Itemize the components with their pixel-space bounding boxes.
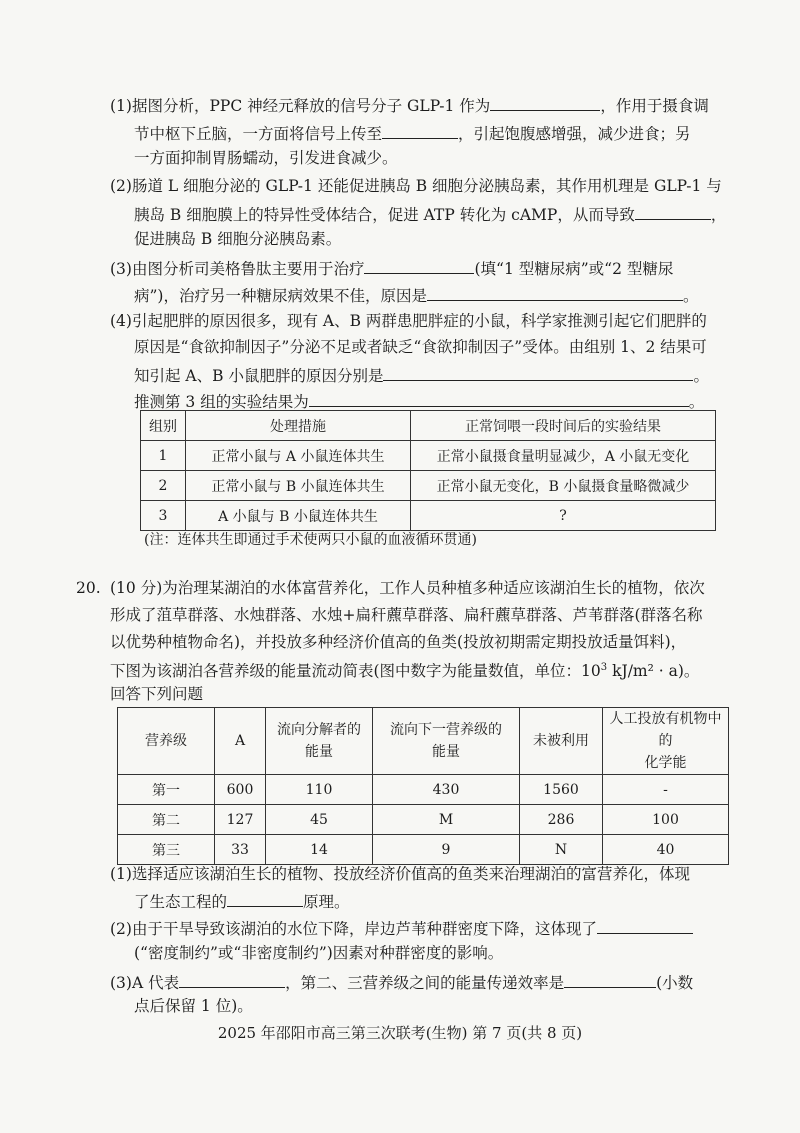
table-cell: 1560 [520,775,603,805]
page-footer: 2025 年邵阳市高三第三次联考(生物) 第 7 页(共 8 页) [217,1024,583,1042]
table-cell: 9 [373,835,520,865]
answer-blank[interactable] [179,971,285,988]
q19-p2-line3: 促进胰岛 B 细胞分泌胰岛素。 [134,230,342,248]
q20-p1-line2: 了生态工程的 原理。 [134,890,754,912]
table-header: 组别 [141,411,186,441]
table-header: 处理措施 [186,411,411,441]
q20-intro-line3: 以优势种植物命名)，并投放多种经济价值高的鱼类(投放初期需定期投放适量饵料)， [110,633,687,651]
q20-intro-line5: 回答下列问题 [110,685,204,703]
q19-p3-line2: 病”)，治疗另一种糖尿病效果不佳，原因是 。 [134,284,754,306]
table-cell: 286 [520,805,603,835]
table-cell: 正常小鼠与 B 小鼠连体共生 [186,471,411,501]
q19-p1-line2: 节中枢下丘脑，一方面将信号上传至 ，引起饱腹感增强，减少进食；另 [134,122,754,144]
q19-p2-line1: (2)肠道 L 细胞分泌的 GLP-1 还能促进胰岛 B 细胞分泌胰岛素，其作用机理是 GLP-1 与 [110,177,722,195]
table-cell: 14 [266,835,373,865]
table-note: (注：连体共生即通过手术使两只小鼠的血液循环贯通) [144,532,477,548]
q19-p4-line2: 原因是“食欲抑制因子”分泌不足或者缺乏“食欲抑制因子”受体。由组别 1、2 结果可 [134,338,707,356]
table-cell: 33 [215,835,266,865]
table-cell: 100 [603,805,729,835]
q20-p2-line2: (“密度制约”或“非密度制约”)因素对种群密度的影响。 [134,944,504,962]
table-header-row [141,411,716,441]
answer-blank[interactable] [383,364,693,381]
table-header: 未被利用 [520,708,603,775]
answer-blank[interactable] [564,971,656,988]
q20-p3-line1: (3)A 代表 ，第二、三营养级之间的能量传递效率是 (小数 [110,971,730,993]
table-cell: 正常小鼠摄食量明显减少，A 小鼠无变化 [411,441,716,471]
q19-p4-line1: (4)引起肥胖的原因很多，现有 A、B 两群患肥胖症的小鼠，科学家推测引起它们肥胖的 [110,312,707,330]
table-cell: 第三 [118,835,215,865]
answer-blank[interactable] [635,203,711,220]
table-header: 正常饲喂一段时间后的实验结果 [411,411,716,441]
table-row [118,775,729,805]
q19-p1-line1: (1)据图分析，PPC 神经元释放的信号分子 GLP-1 作为 ，作用于摄食调 [110,94,730,116]
q19-p3-line1: (3)由图分析司美格鲁肽主要用于治疗 (填“1 型糖尿病”或“2 型糖尿 [110,257,730,279]
table-cell: ? [411,501,716,531]
table-row [141,471,716,501]
table-row [141,501,716,531]
q19-p4-line4: 推测第 3 组的实验结果为 。 [134,390,754,412]
q20-intro-line2: 形成了菹草群落、水烛群落、水烛+扁秆藨草群落、扁秆藨草群落、芦苇群落(群落名称 [110,606,703,624]
table-cell: 127 [215,805,266,835]
table-cell: 45 [266,805,373,835]
table-cell: - [603,775,729,805]
table-cell: 正常小鼠与 A 小鼠连体共生 [186,441,411,471]
table-header: 流向下一营养级的 能量 [373,708,520,775]
answer-blank[interactable] [309,390,689,407]
table-cell: 2 [141,471,186,501]
table-cell: 1 [141,441,186,471]
table-cell: 第二 [118,805,215,835]
table-header: 营养级 [118,708,215,775]
table-cell: 430 [373,775,520,805]
q20-intro-line4: 下图为该湖泊各营养级的能量流动简表(图中数字为能量数值，单位：$10^3$ kJ/m² · a)。 [110,662,700,681]
table-cell: 600 [215,775,266,805]
q20-p2-line1: (2)由于干旱导致该湖泊的水位下降，岸边芦苇种群密度下降，这体现了 [110,917,730,939]
answer-blank[interactable] [597,917,693,934]
table-cell: 110 [266,775,373,805]
table-cell: 3 [141,501,186,531]
table-header: 流向分解者的 能量 [266,708,373,775]
answer-blank[interactable] [490,94,600,111]
table-header: A [215,708,266,775]
q20-intro-line1: (10 分)为治理某湖泊的水体富营养化，工作人员种植多种适应该湖泊生长的植物，依次 [110,579,705,597]
q19-p1-line3: 一方面抑制胃肠蠕动，引发进食减少。 [134,149,398,167]
table-row [118,805,729,835]
table-row [118,835,729,865]
answer-blank[interactable] [427,284,683,301]
answer-blank[interactable] [382,122,458,139]
answer-blank[interactable] [364,257,474,274]
table-row [141,441,716,471]
question-number: 20. [76,579,101,597]
table-cell: 第一 [118,775,215,805]
table-header: 人工投放有机物中的 化学能 [603,708,729,775]
q19-experiment-table [140,410,716,531]
table-cell: 正常小鼠无变化，B 小鼠摄食量略微减少 [411,471,716,501]
table-header-row [118,708,729,775]
q20-p1-line1: (1)选择适应该湖泊生长的植物、投放经济价值高的鱼类来治理湖泊的富营养化，体现 [110,865,690,883]
answer-blank[interactable] [227,890,303,907]
table-cell: N [520,835,603,865]
q19-p2-line2: 胰岛 B 细胞膜上的特异性受体结合，促进 ATP 转化为 cAMP，从而导致 ， [134,203,754,225]
q20-p3-line2: 点后保留 1 位)。 [134,997,253,1015]
q20-energy-table [117,707,729,865]
q19-p4-line3: 知引起 A、B 小鼠肥胖的原因分别是 。 [134,364,754,386]
table-cell: A 小鼠与 B 小鼠连体共生 [186,501,411,531]
table-cell: 40 [603,835,729,865]
table-cell: M [373,805,520,835]
